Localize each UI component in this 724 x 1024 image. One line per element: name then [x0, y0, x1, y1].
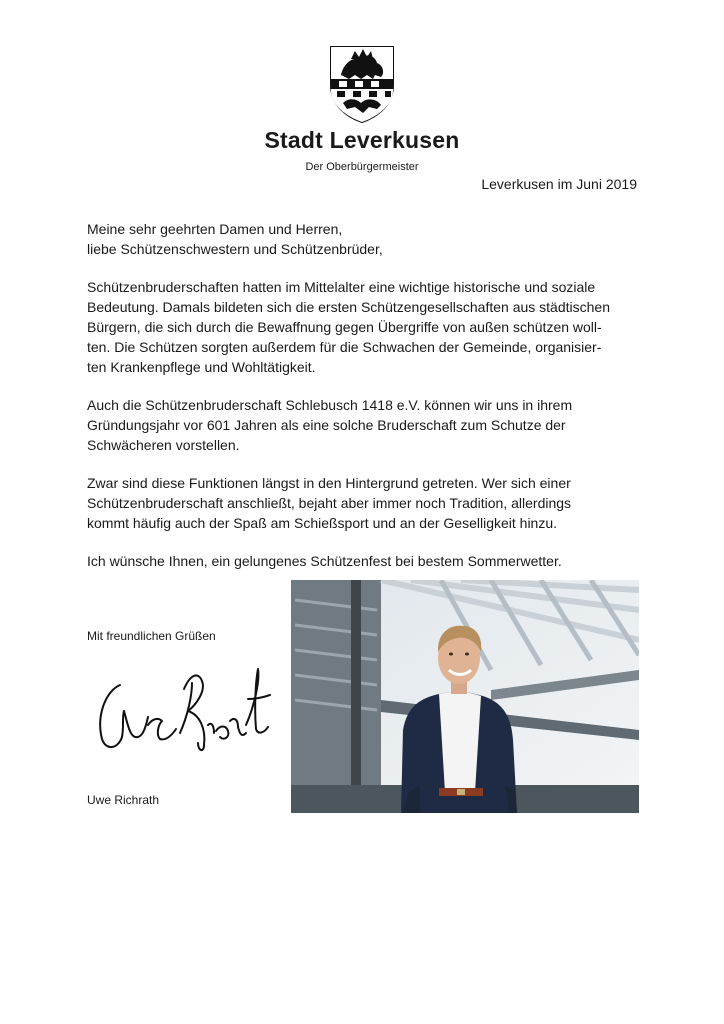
greeting: [87, 219, 643, 259]
city-coat-of-arms: [329, 45, 395, 123]
letter-body: [87, 219, 643, 589]
paragraph-history: [87, 277, 643, 377]
paragraph-line: ten. Die Schützen sorgten außerdem für die Schwachen der Gemeinde, organisier-: [87, 339, 602, 355]
paragraph-line: Schwächeren vorstellen.: [87, 437, 240, 453]
paragraph-line: Auch die Schützenbruderschaft Schlebusch 1418 e.V. können wir uns in ihrem: [87, 397, 573, 413]
paragraph-line: Ich wünsche Ihnen, ein gelungenes Schützenfest bei bestem Sommerwetter.: [87, 553, 562, 569]
greeting-line: liebe Schützenschwestern und Schützenbrüder,: [87, 241, 383, 257]
paragraph-line: Bürgern, die sich durch die Bewaffnung gegen Übergriffe von außen schützen woll-: [87, 319, 602, 335]
mayor-portrait-photo: [291, 580, 639, 813]
paragraph-line: kommt häufig auch der Spaß am Schießsport und an der Geselligkeit hinzu.: [87, 515, 558, 531]
paragraph-line: Zwar sind diese Funktionen längst in den Hintergrund getreten. Wer sich einer: [87, 475, 571, 491]
paragraph-line: Bedeutung. Damals bildeten sich die ersten Schützengesellschaften aus städtischen: [87, 299, 610, 315]
greeting-line: Meine sehr geehrten Damen und Herren,: [87, 221, 343, 237]
organization-name: Stadt Leverkusen: [264, 127, 460, 153]
paragraph-line: Schützenbruderschaft anschließt, bejaht aber immer noch Tradition, allerdings: [87, 495, 572, 511]
office-subtitle: Der Oberbürgermeister: [305, 161, 419, 173]
handwritten-signature: [88, 655, 273, 773]
paragraph-tradition: [87, 473, 643, 533]
closing-salutation: Mit freundlichen Grüßen: [87, 629, 216, 643]
letter-date: Leverkusen im Juni 2019: [481, 176, 637, 192]
signer-name: Uwe Richrath: [87, 793, 160, 807]
paragraph-line: Gründungsjahr vor 601 Jahren als eine solche Bruderschaft zum Schutze der: [87, 417, 566, 433]
paragraph-wishes: [87, 551, 643, 571]
paragraph-schlebusch: [87, 395, 643, 455]
paragraph-line: Schützenbruderschaften hatten im Mittelalter eine wichtige historische und soziale: [87, 279, 596, 295]
paragraph-line: ten Krankenpflege und Wohltätigkeit.: [87, 359, 316, 375]
